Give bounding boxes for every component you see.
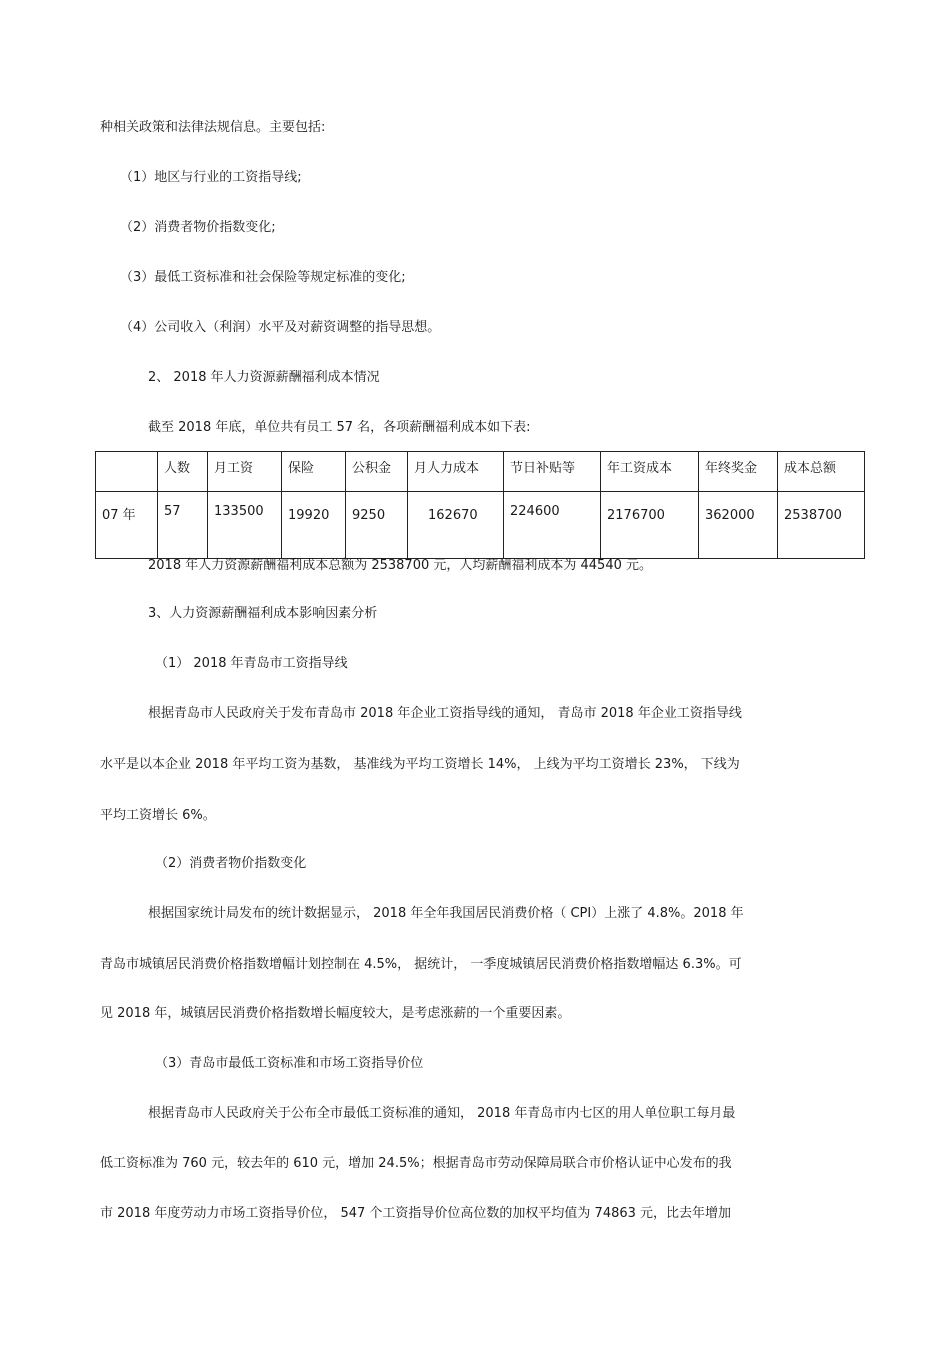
table-header-cell: 成本总额	[778, 452, 865, 492]
table-cell: 2176700	[601, 492, 699, 559]
table-header-cell: 公积金	[346, 452, 408, 492]
table-cell: 362000	[699, 492, 778, 559]
paragraph-line: 青岛市城镇居民消费价格指数增幅计划控制在 4.5%， 据统计， 一季度城镇居民消费价格指数增幅达 6.3%。可	[100, 957, 742, 972]
section-heading-2: 2、 2018 年人力资源薪酬福利成本情况	[148, 370, 380, 385]
list-item-1: （1）地区与行业的工资指导线;	[120, 170, 302, 185]
paragraph-line: 根据青岛市人民政府关于发布青岛市 2018 年企业工资指导线的通知， 青岛市 2018 年企业工资指导线	[148, 706, 742, 721]
subheading-3: （3）青岛市最低工资标准和市场工资指导价位	[155, 1056, 424, 1071]
cost-table	[95, 451, 865, 559]
table-header-cell: 保险	[282, 452, 346, 492]
table-cell: 07 年	[96, 492, 158, 559]
list-item-4: （4）公司收入（利润）水平及对薪资调整的指导思想。	[120, 320, 441, 335]
paragraph-line: 低工资标准为 760 元，较去年的 610 元，增加 24.5%；根据青岛市劳动保障局联合市价格认证中心发布的我	[100, 1156, 732, 1171]
subheading-2: （2）消费者物价指数变化	[155, 856, 307, 871]
list-item-3: （3）最低工资标准和社会保险等规定标准的变化;	[120, 270, 406, 285]
table-cell: 133500	[208, 492, 282, 559]
paragraph-line: 根据青岛市人民政府关于公布全市最低工资标准的通知， 2018 年青岛市内七区的用人单位职工每月最	[148, 1106, 736, 1121]
table-cell: 2538700	[778, 492, 865, 559]
table-header-cell: 月工资	[208, 452, 282, 492]
paragraph-line: 水平是以本企业 2018 年平均工资为基数， 基准线为平均工资增长 14%， 上线为平均工资增长 23%， 下线为	[100, 757, 740, 772]
table-header-cell: 月人力成本	[408, 452, 504, 492]
table-header-cell: 节日补贴等	[504, 452, 601, 492]
paragraph-intro: 种相关政策和法律法规信息。主要包括:	[100, 120, 326, 135]
subheading-1: （1） 2018 年青岛市工资指导线	[155, 656, 348, 671]
table-header-row	[96, 452, 865, 492]
table-header-cell	[96, 452, 158, 492]
table-intro: 截至 2018 年底，单位共有员工 57 名，各项薪酬福利成本如下表:	[148, 420, 531, 435]
table-header-cell: 年终奖金	[699, 452, 778, 492]
table-header-cell: 人数	[158, 452, 208, 492]
table-cell: 224600	[504, 492, 601, 559]
table-cell: 162670	[408, 492, 504, 559]
section-heading-3: 3、人力资源薪酬福利成本影响因素分析	[148, 606, 378, 621]
paragraph-line: 根据国家统计局发布的统计数据显示， 2018 年全年我国居民消费价格（ CPI）上涨了 4.8%。2018 年	[148, 906, 744, 921]
paragraph-line: 见 2018 年，城镇居民消费价格指数增长幅度较大，是考虑涨薪的一个重要因素。	[100, 1006, 571, 1021]
paragraph-line: 市 2018 年度劳动力市场工资指导价位， 547 个工资指导价位高位数的加权平均值为 74863 元，比去年增加	[100, 1206, 732, 1221]
table-cell: 9250	[346, 492, 408, 559]
summary-line: 2018 年人力资源薪酬福利成本总额为 2538700 元，人均薪酬福利成本为 44540 元。	[148, 558, 652, 573]
table-cell: 19920	[282, 492, 346, 559]
paragraph-line: 平均工资增长 6%。	[100, 808, 216, 823]
list-item-2: （2）消费者物价指数变化;	[120, 220, 276, 235]
table-cell: 57	[158, 492, 208, 559]
table-row	[96, 492, 865, 559]
table-header-cell: 年工资成本	[601, 452, 699, 492]
